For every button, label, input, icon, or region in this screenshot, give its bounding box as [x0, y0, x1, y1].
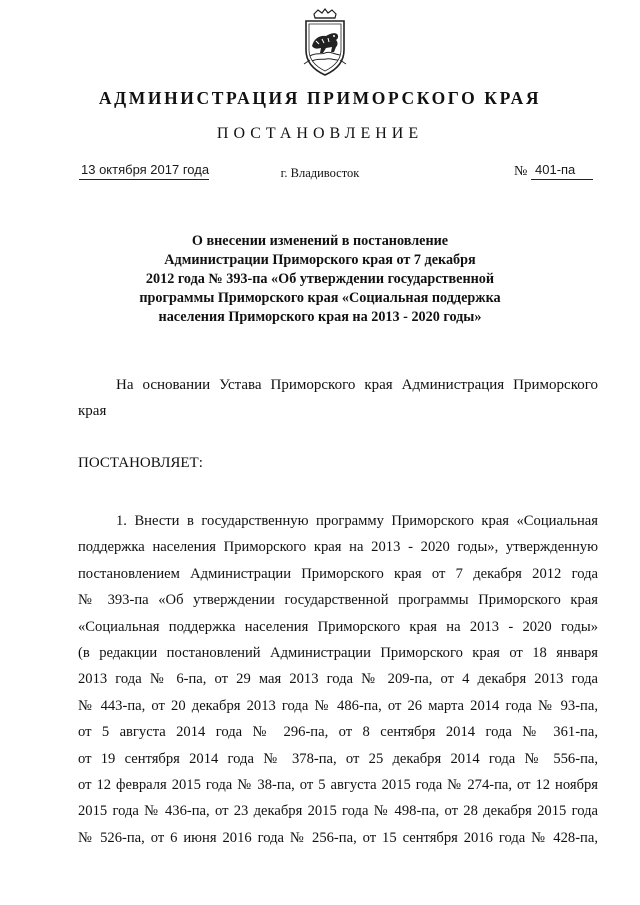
document-type: ПОСТАНОВЛЕНИЕ: [216, 125, 424, 142]
basis-line: края: [78, 403, 107, 419]
body-line: 2015 года № 436-па, от 23 декабря 2015 года № 498-па, от 28 декабря 2015 года: [78, 803, 598, 820]
body-line: поддержка населения Приморского края на 2013 - 2020 годы», утвержденную: [78, 539, 598, 556]
subject-line: Администрации Приморского края от 7 декабря: [164, 252, 476, 268]
body-line: от 5 августа 2014 года № 296-па, от 8 сентября 2014 года № 361-па,: [78, 724, 598, 741]
body-paragraph: [78, 508, 598, 851]
document-subject: [0, 232, 640, 327]
document-number: 401-па: [535, 162, 576, 177]
body-line: № 393-па «Об утверждении государственной программы Приморского края: [78, 592, 598, 609]
subject-line: населения Приморского края на 2013 - 2020 годы»: [158, 309, 482, 325]
document-number-label: №: [514, 164, 528, 179]
organization-title: АДМИНИСТРАЦИЯ ПРИМОРСКОГО КРАЯ: [98, 88, 542, 108]
coat-of-arms-icon: [296, 8, 354, 78]
document-city: г. Владивосток: [280, 166, 360, 180]
body-line: 2013 года № 6-па, от 29 мая 2013 года № 209-па, от 4 декабря 2013 года: [78, 671, 598, 688]
decree-word: ПОСТАНОВЛЯЕТ:: [78, 455, 203, 471]
body-line: № 526-па, от 6 июня 2016 года № 256-па, от 15 сентября 2016 года № 428-па,: [78, 829, 598, 846]
body-line: «Социальная поддержка населения Приморского края на 2013 - 2020 годы»: [78, 618, 598, 635]
number-underline: [531, 179, 593, 180]
basis-paragraph: [78, 372, 598, 424]
subject-line: 2012 года № 393-па «Об утверждении государственной: [145, 271, 495, 287]
subject-line: программы Приморского края «Социальная поддержка: [139, 290, 501, 306]
body-line: от 12 февраля 2015 года № 38-па, от 5 августа 2015 года № 274-па, от 12 ноября: [78, 776, 598, 793]
body-line: постановлением Администрации Приморского края от 7 декабря 2012 года: [78, 565, 598, 582]
basis-line: На основании Устава Приморского края Администрация Приморского: [116, 377, 598, 393]
body-line: 1. Внести в государственную программу Приморского края «Социальная: [116, 513, 598, 529]
body-line: № 443-па, от 20 декабря 2013 года № 486-па, от 26 марта 2014 года № 93-па,: [78, 697, 598, 714]
body-line: от 19 сентября 2014 года № 378-па, от 25 декабря 2014 года № 556-па,: [78, 750, 598, 767]
subject-line: О внесении изменений в постановление: [191, 233, 449, 249]
document-meta-row: [0, 160, 640, 184]
document-date: 13 октября 2017 года: [81, 162, 210, 177]
body-line: (в редакции постановлений Администрации Приморского края от 18 января: [78, 644, 598, 661]
